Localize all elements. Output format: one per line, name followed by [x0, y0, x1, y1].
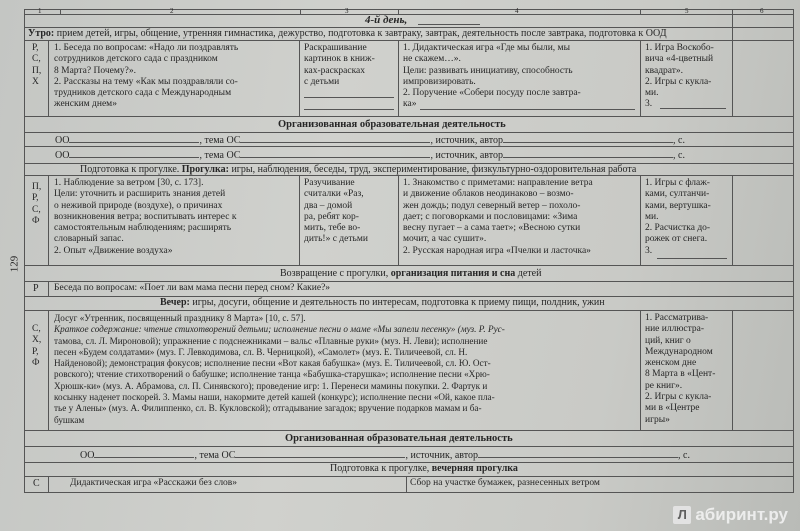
page-number: 129 — [8, 255, 21, 273]
col-number: 5 — [685, 7, 689, 15]
walk-codes: П, Р, С, Ф — [32, 182, 42, 226]
watermark-text: абиринт.ру — [695, 505, 788, 524]
ood-row: ОО , тема ОС , источник, автор , с. — [55, 135, 685, 146]
morning-talks: 1. Беседа по вопросам: «Надо ли поздравлять сотрудников детского сада с праздником 8 Марта? Почему?». 2. Рассказы на тему «Как мы поздравляли со- трудников детского сада с Международным женским днем» — [54, 43, 239, 110]
last-row-walk: Сбор на участке бумажек, разнесенных ветром — [410, 478, 600, 488]
walk-observation: 1. Наблюдение за ветром [30, с. 173]. Цели: уточнить и расширить знания детей о неживой природе (воздухе), о причинах возникновения ветра; воспитывать интерес к самостоятельным наблюдениям; расширять словарный запас. 2. Опыт «Движение воздуха» — [54, 178, 237, 256]
col-number: 6 — [760, 7, 764, 15]
evening-concert: Досуг «Утренник, посвященный празднику 8 Марта» [10, с. 57]. Краткое содержание: чтение стихотворений детьми; исполнение песни о маме «Мы запели песенку» (муз. Р. Рус- тамова, сл. Л. Мироновой); упражнение с подснежниками – вальс «Плавные руки» (муз. Н. Леви); исполнение песен «Будем солдатами» (муз. Г. Левкодимова, сл. В. Черницкой), «Самолет» (муз. Е. Тиличеевой, сл. Н. Найденовой); демонстрация фокусов; исполнение песни «Вот какая бабушка» (муз. Е. Тиличеевой, сл. Ю. Ост- ровского); чтение стихотворений о бабушке; исполнение танца «Бабушка-старушка»; исполнение песни «Хрю- Хрюшк-ки» (муз. А. Абрамова, сл. П. Синявского); проведение игр: 1. Перенеси мамины покупки. 2. Фартук и косынку наденет поскорей. 3. Мамы наши, накормите детей кашей (конкурс); исполнение песни «Ой, какое пла- тье у Алены» (муз. А. Филиппенко, сл. В. Кукловской); отгадывание загадок; вручение подарков мамам и ба- бушкам — [54, 313, 505, 425]
morning-header: Утро: прием детей, игры, общение, утренняя гимнастика, дежурство, подготовка к завтраку, завтрак, деятельность после завтрака, подготовка к ООД — [28, 28, 667, 39]
ood-row: ОО , тема ОС , источник, автор , с. — [55, 150, 685, 161]
evening-header: Вечер: игры, досуги, общение и деятельность по интересам, подготовка к приему пищи, полдник, ужин — [160, 297, 605, 308]
morning-games: 1. Игра Воскобо- вича «4-цветный квадрат». 2. Игры с кукла- ми. 3. — [645, 43, 714, 110]
col-number: 4 — [515, 7, 519, 15]
day-title: 4-й день, — [365, 14, 408, 26]
morning-didactic-game: 1. Дидактическая игра «Где мы были, мы не скажем…». Цели: развивать инициативу, способность импровизировать. 2. Поручение «Собери посуду после завтра- ка» — [403, 43, 581, 110]
evening-walk-header: Подготовка к прогулке, вечерняя прогулка — [330, 463, 518, 474]
walk-signs: 1. Знакомство с приметами: направление ветра и движение облаков неодинаково – возмо- жен дождь; подул северный ветер – похоло- дает; с поговорками и пословицами: «Зима весну пугает – а сама тает»; «Весною сутки мочит, а час сушит». 2. Русская народная игра «Пчелки и ласточка» — [403, 178, 593, 256]
last-row-code: С — [33, 478, 40, 489]
col-number: 2 — [170, 7, 174, 15]
return-header: Возвращение с прогулки, организация питания и сна детей — [280, 268, 542, 279]
ood-row: ОО , тема ОС , источник, автор , с. — [80, 450, 690, 461]
morning-coloring: Раскрашивание картинок в книж- ках-раскрасках с детьми — [304, 43, 375, 87]
morning-codes: Р, С, П, Х — [32, 43, 42, 87]
afternoon-talk: Беседа по вопросам: «Поет ли вам мама песни перед сном? Какие?» — [54, 283, 331, 293]
walk-rhyme: Разучивание считалки «Раз, два – домой ра, ребят кор- мить, тебе во- дить!» с детьми — [304, 178, 368, 245]
walk-games: 1. Игры с флаж- ками, султанчи- ками, вертушка- ми. 2. Расчистка до- рожек от снега. 3. — [645, 178, 711, 256]
afternoon-code: Р — [33, 283, 39, 294]
last-row-game: Дидактическая игра «Расскажи без слов» — [70, 478, 238, 488]
ood-section-title: Организованная образовательная деятельность — [278, 119, 506, 130]
col-number: 3 — [345, 7, 349, 15]
watermark — [673, 505, 788, 525]
walk-header: Подготовка к прогулке. Прогулка: игры, наблюдения, беседы, труд, экспериментирование, физкультурно-оздоровительная работа — [80, 164, 637, 175]
col-number: 1 — [38, 7, 42, 15]
evening-activities: 1. Рассматрива- ние иллюстра- ций, книг о Международном женском дне 8 Марта в «Цент- ре книг». 2. Игры с кукла- ми в «Центре игры» — [645, 313, 716, 425]
ood-section-title-2: Организованная образовательная деятельность — [285, 433, 513, 444]
labirint-logo-icon: Л — [673, 506, 691, 524]
evening-codes: С, Х, Р, Ф — [32, 324, 42, 368]
